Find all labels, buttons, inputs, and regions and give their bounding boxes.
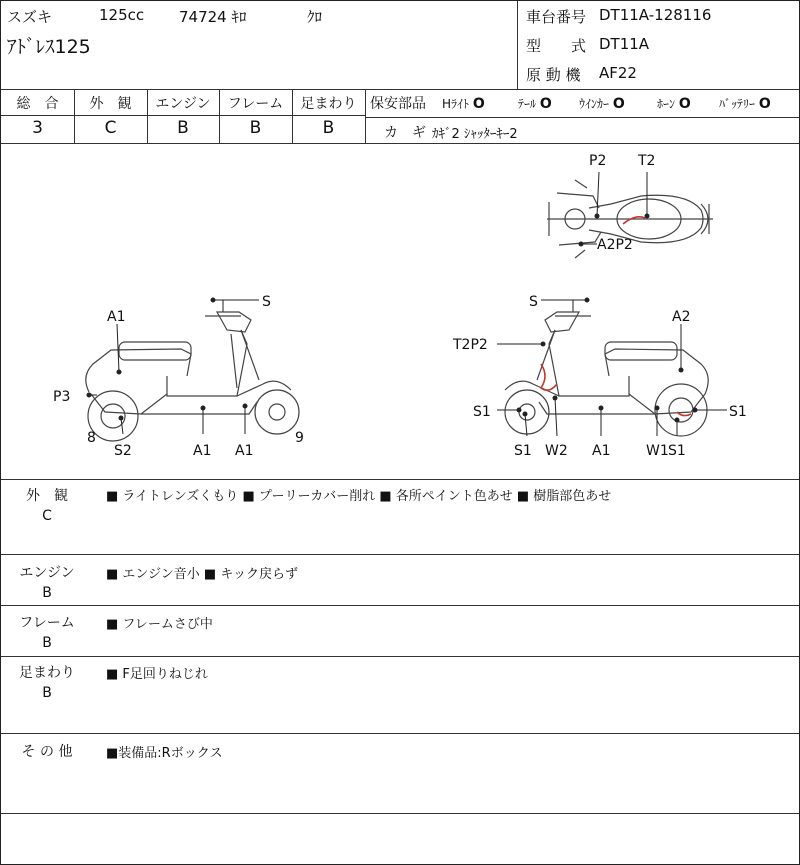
remark-grade-engine: B xyxy=(42,585,52,601)
label-left-p3: P3 xyxy=(53,389,71,405)
label-right-s1-left: S1 xyxy=(473,404,491,420)
grade-exterior: C xyxy=(104,118,117,138)
remark-line xyxy=(1,813,799,814)
label-a2p2: A2P2 xyxy=(597,237,633,253)
label-left-a1-mid: A1 xyxy=(193,443,212,459)
label-left-a1-top: A1 xyxy=(107,309,126,325)
color: ｸﾛ xyxy=(307,8,323,26)
label-t2: T2 xyxy=(638,153,656,169)
part-horn: ﾎｰﾝ O xyxy=(657,96,691,112)
remark-grade-suspension: B xyxy=(42,685,52,701)
part-headlight: Hﾗｲﾄ O xyxy=(442,96,485,112)
part-tail: ﾃｰﾙ O xyxy=(518,96,552,112)
remark-line xyxy=(1,656,799,657)
key-label: カ ギ xyxy=(384,125,426,141)
label-left-a1-right: A1 xyxy=(235,443,254,459)
header-divider xyxy=(517,1,518,89)
label-left-s2: S2 xyxy=(114,443,132,459)
remark-category-exterior: 外 観 xyxy=(26,488,68,504)
label-p2: P2 xyxy=(589,153,607,169)
remark-line xyxy=(1,733,799,734)
remark-line xyxy=(1,554,799,555)
maker: スズキ xyxy=(7,8,53,26)
label-left-8: 8 xyxy=(87,430,96,446)
diagram-bottom-line xyxy=(1,479,799,480)
remark-text-engine: ■ エンジン音小 ■ キック戻らず xyxy=(106,567,299,582)
part-winker: ｳｲﾝｶｰ O xyxy=(579,96,625,112)
displacement: 125cc xyxy=(99,6,145,24)
grade-header-exterior: 外 観 xyxy=(89,96,132,112)
label-right-a1: A1 xyxy=(592,443,611,459)
remark-text-exterior: ■ ライトレンズくもり ■ プーリーカバー削れ ■ 各所ペイント色あせ ■ 樹脂部色あせ xyxy=(106,489,612,504)
parts-label: 保安部品 xyxy=(370,96,426,112)
remark-line xyxy=(1,605,799,606)
parts-mid-line xyxy=(365,117,799,118)
label-left-9: 9 xyxy=(295,430,304,446)
frame-no: DT11A-128116 xyxy=(599,6,712,24)
grade-header-total: 総 合 xyxy=(16,96,59,112)
remark-category-suspension: 足まわり xyxy=(19,665,75,681)
part-battery: ﾊﾞｯﾃﾘｰ O xyxy=(719,96,771,112)
grade-frame: B xyxy=(249,118,262,138)
grade-header-suspension: 足まわり xyxy=(300,96,357,112)
label-right-s1-bottom: S1 xyxy=(514,443,532,459)
model-name: ｱﾄﾞﾚｽ125 xyxy=(7,36,91,58)
label-right-s1-right: S1 xyxy=(729,404,747,420)
frame-no-label: 車台番号 xyxy=(526,8,587,26)
type-label: 型 式 xyxy=(526,37,587,55)
remark-category-engine: エンジン xyxy=(19,565,75,581)
grade-header-engine: エンジン xyxy=(155,96,211,112)
label-right-t2p2: T2P2 xyxy=(453,337,488,353)
engine-label: 原 動 機 xyxy=(526,66,581,84)
remark-grade-exterior: C xyxy=(42,508,52,524)
grade-mid-line xyxy=(1,115,365,116)
remark-text-frame: ■ フレームさび中 xyxy=(106,617,213,632)
engine-value: AF22 xyxy=(599,64,637,82)
key-value: ｶｷﾞ2 ｼｬｯﾀｰｷｰ2 xyxy=(432,127,518,142)
remark-category-frame: フレーム xyxy=(19,615,75,631)
grade-suspension: B xyxy=(322,118,335,138)
mileage: 74724 ｷﾛ xyxy=(179,8,247,26)
grade-divider xyxy=(365,89,366,143)
label-right-s: S xyxy=(529,294,538,310)
grade-header-frame: フレーム xyxy=(227,96,284,112)
label-right-w1: W1 xyxy=(646,443,669,459)
grade-engine: B xyxy=(177,118,189,138)
remark-text-suspension: ■ F足回りねじれ xyxy=(106,667,208,682)
type-value: DT11A xyxy=(599,35,650,53)
label-left-s: S xyxy=(262,294,271,310)
grade-total: 3 xyxy=(32,118,43,138)
label-right-w2: W2 xyxy=(545,443,568,459)
header-bottom-line xyxy=(1,89,799,90)
label-right-a2: A2 xyxy=(672,309,691,325)
remark-grade-frame: B xyxy=(42,635,52,651)
damage-diagram xyxy=(1,144,799,479)
label-right-s1-end: S1 xyxy=(668,443,686,459)
remark-category-other: そ の 他 xyxy=(21,744,73,760)
remark-text-other: ■装備品:Rボックス xyxy=(106,746,223,761)
